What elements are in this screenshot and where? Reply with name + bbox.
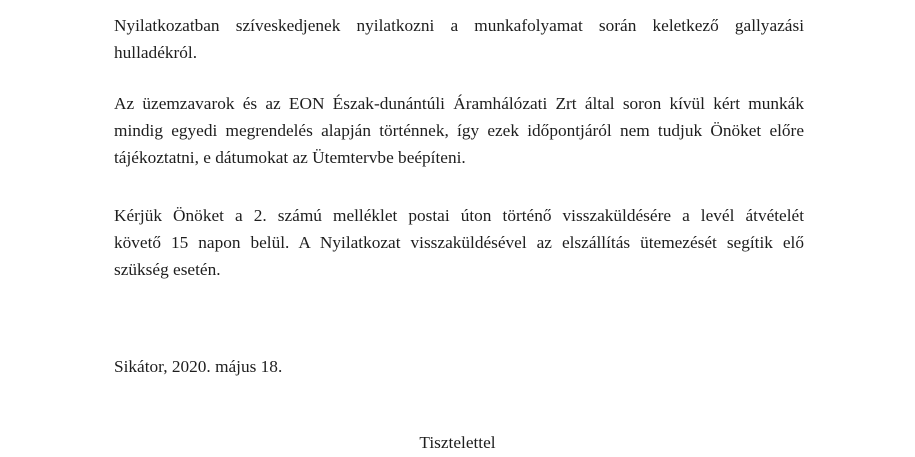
closing-salutation: Tisztelettel xyxy=(419,433,496,452)
date-place-line: Sikátor, 2020. május 18. xyxy=(114,357,283,376)
paragraph-line: Nyilatkozatban szíveskedjenek nyilatkozni a munkafolyamat során keletkező gallyazási xyxy=(114,16,804,35)
paragraph-line: tájékoztatni, e dátumokat az Ütemtervbe beépíteni. xyxy=(114,148,466,167)
paragraph-line: szükség esetén. xyxy=(114,260,221,279)
paragraph-return-request xyxy=(114,202,804,283)
paragraph-line: Kérjük Önöket a 2. számú melléklet postai úton történő visszaküldésére a levél átvételét xyxy=(114,206,804,225)
paragraph-line: követő 15 napon belül. A Nyilatkozat visszaküldésével az elszállítás ütemezését segítik elő xyxy=(114,233,804,252)
paragraph-outages xyxy=(114,90,804,171)
paragraph-line: hulladékról. xyxy=(114,43,198,62)
paragraph-line: mindig egyedi megrendelés alapján történnek, így ezek időpontjáról nem tudjuk Önöket előre xyxy=(114,121,804,140)
paragraph-garden-waste xyxy=(114,12,804,66)
paragraph-line: Az üzemzavarok és az EON Észak-dunántúli Áramhálózati Zrt által soron kívül kért munkák xyxy=(114,94,804,113)
